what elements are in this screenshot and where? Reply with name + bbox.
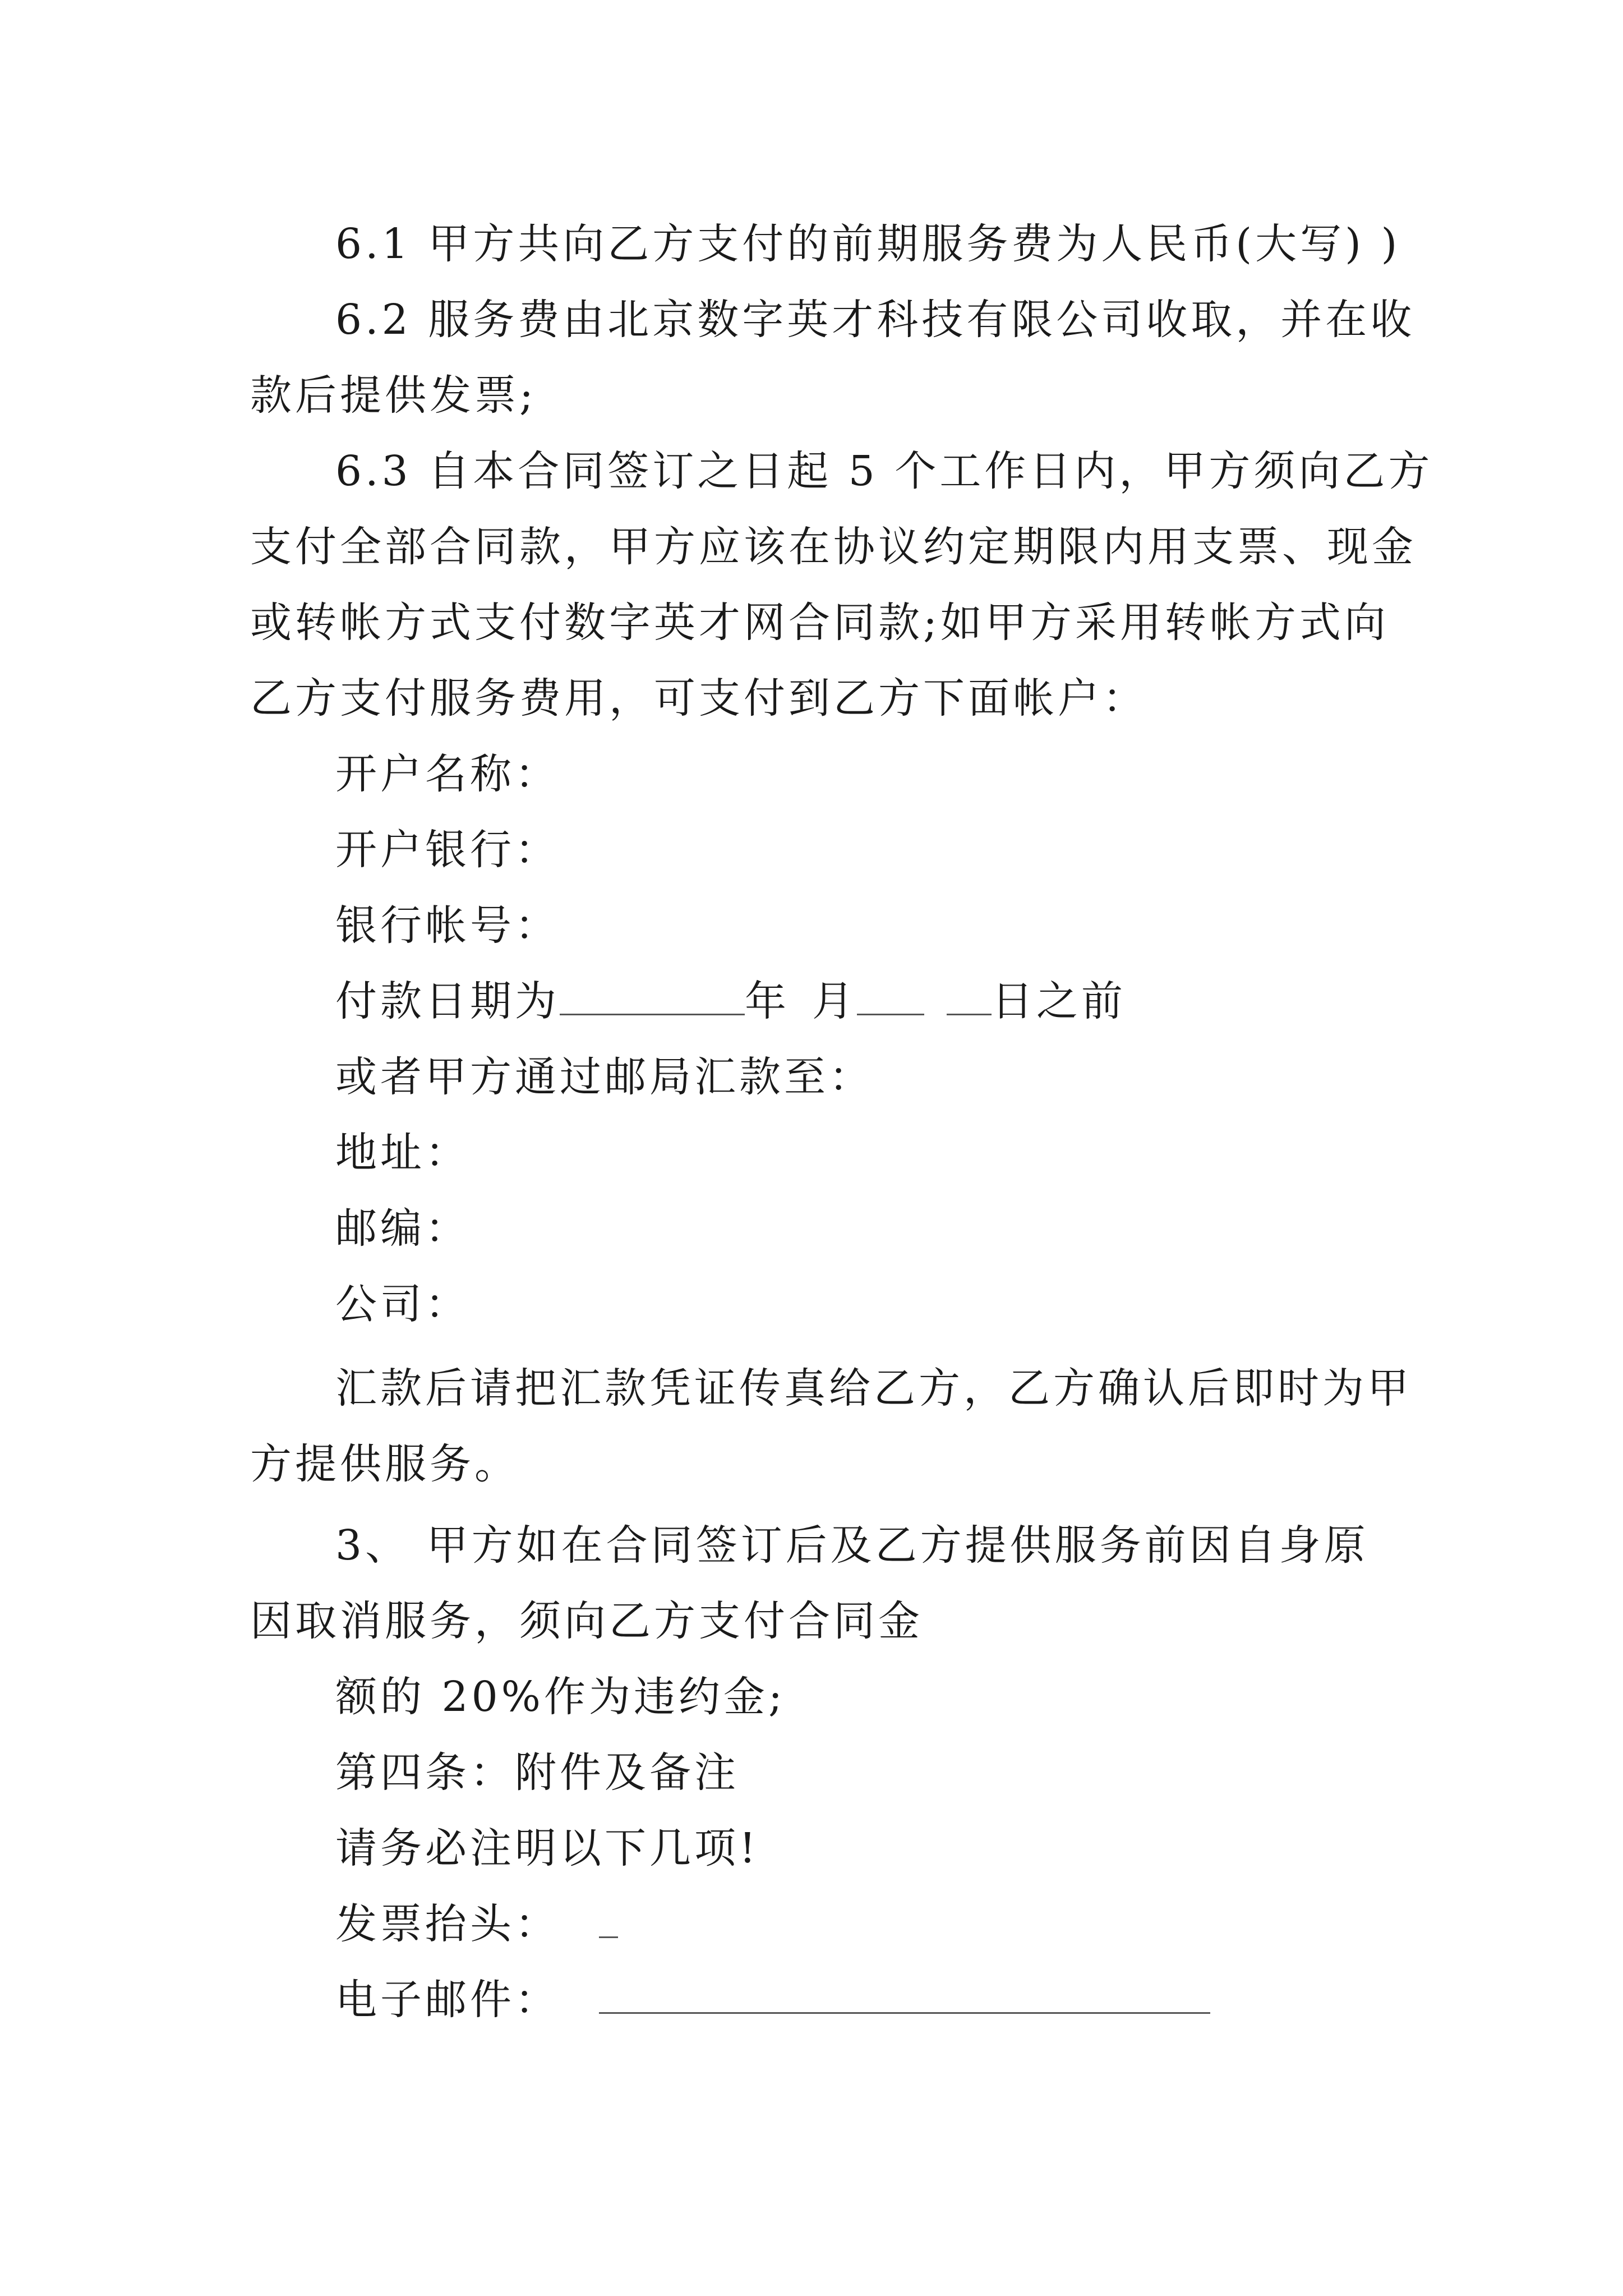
remit-fax-cont: 方提供服务。 xyxy=(250,1440,519,1488)
clause-6-2: 6.2 服务费由北京数字英才科技有限公司收取，并在收 xyxy=(335,296,1415,344)
payment-day-suffix: 日之前 xyxy=(992,977,1126,1025)
clause-6-3-cont-1: 支付全部合同款，甲方应该在协议约定期限内用支票、现金 xyxy=(250,523,1417,571)
payment-day-blank xyxy=(947,974,992,1015)
payment-year-label: 年 xyxy=(745,977,790,1025)
email-label: 电子邮件： xyxy=(335,1976,560,2024)
clause-6-1: 6.1 甲方共向乙方支付的前期服务费为人民币(大写) ) xyxy=(335,220,1401,268)
invoice-title-blank xyxy=(599,1897,618,1938)
address-label: 地址： xyxy=(335,1129,470,1177)
clause-6-3-cont-3: 乙方支付服务费用，可支付到乙方下面帐户： xyxy=(250,674,1147,723)
company-label: 公司： xyxy=(335,1280,470,1328)
postal-remit-line: 或者甲方通过邮局汇款至： xyxy=(335,1053,874,1101)
clause-6-2-cont: 款后提供发票; xyxy=(250,371,537,420)
payment-month-label: 月 xyxy=(812,977,857,1025)
email-blank xyxy=(599,1973,1210,2014)
clause-3-penalty: 额的 20%作为违约金; xyxy=(335,1673,786,1721)
payment-year-blank xyxy=(560,974,745,1015)
invoice-title-line xyxy=(335,1896,618,1952)
remit-fax-line: 汇款后请把汇款凭证传真给乙方，乙方确认后即时为甲 xyxy=(335,1364,1412,1412)
account-bank-label: 开户银行： xyxy=(335,826,560,874)
article-4-heading: 第四条：附件及备注 xyxy=(335,1749,739,1797)
account-number-label: 银行帐号： xyxy=(335,901,560,950)
payment-month-blank xyxy=(857,974,924,1015)
notes-instruction: 请务必注明以下几项! xyxy=(335,1824,759,1872)
payment-date-prefix: 付款日期为 xyxy=(335,977,560,1025)
clause-3: 3、 甲方如在合同签订后及乙方提供服务前因自身原 xyxy=(335,1521,1369,1570)
email-line xyxy=(335,1972,1210,2028)
clause-6-3-cont-2: 或转帐方式支付数字英才网合同款;如甲方采用转帐方式向 xyxy=(250,599,1389,647)
clause-3-cont: 因取消服务，须向乙方支付合同金 xyxy=(250,1597,923,1645)
clause-6-3: 6.3 自本合同签订之日起 5 个工作日内，甲方须向乙方 xyxy=(335,447,1433,495)
account-name-label: 开户名称： xyxy=(335,750,560,798)
postcode-label: 邮编： xyxy=(335,1204,470,1253)
invoice-title-label: 发票抬头： xyxy=(335,1900,560,1948)
payment-date-line xyxy=(335,973,1126,1029)
